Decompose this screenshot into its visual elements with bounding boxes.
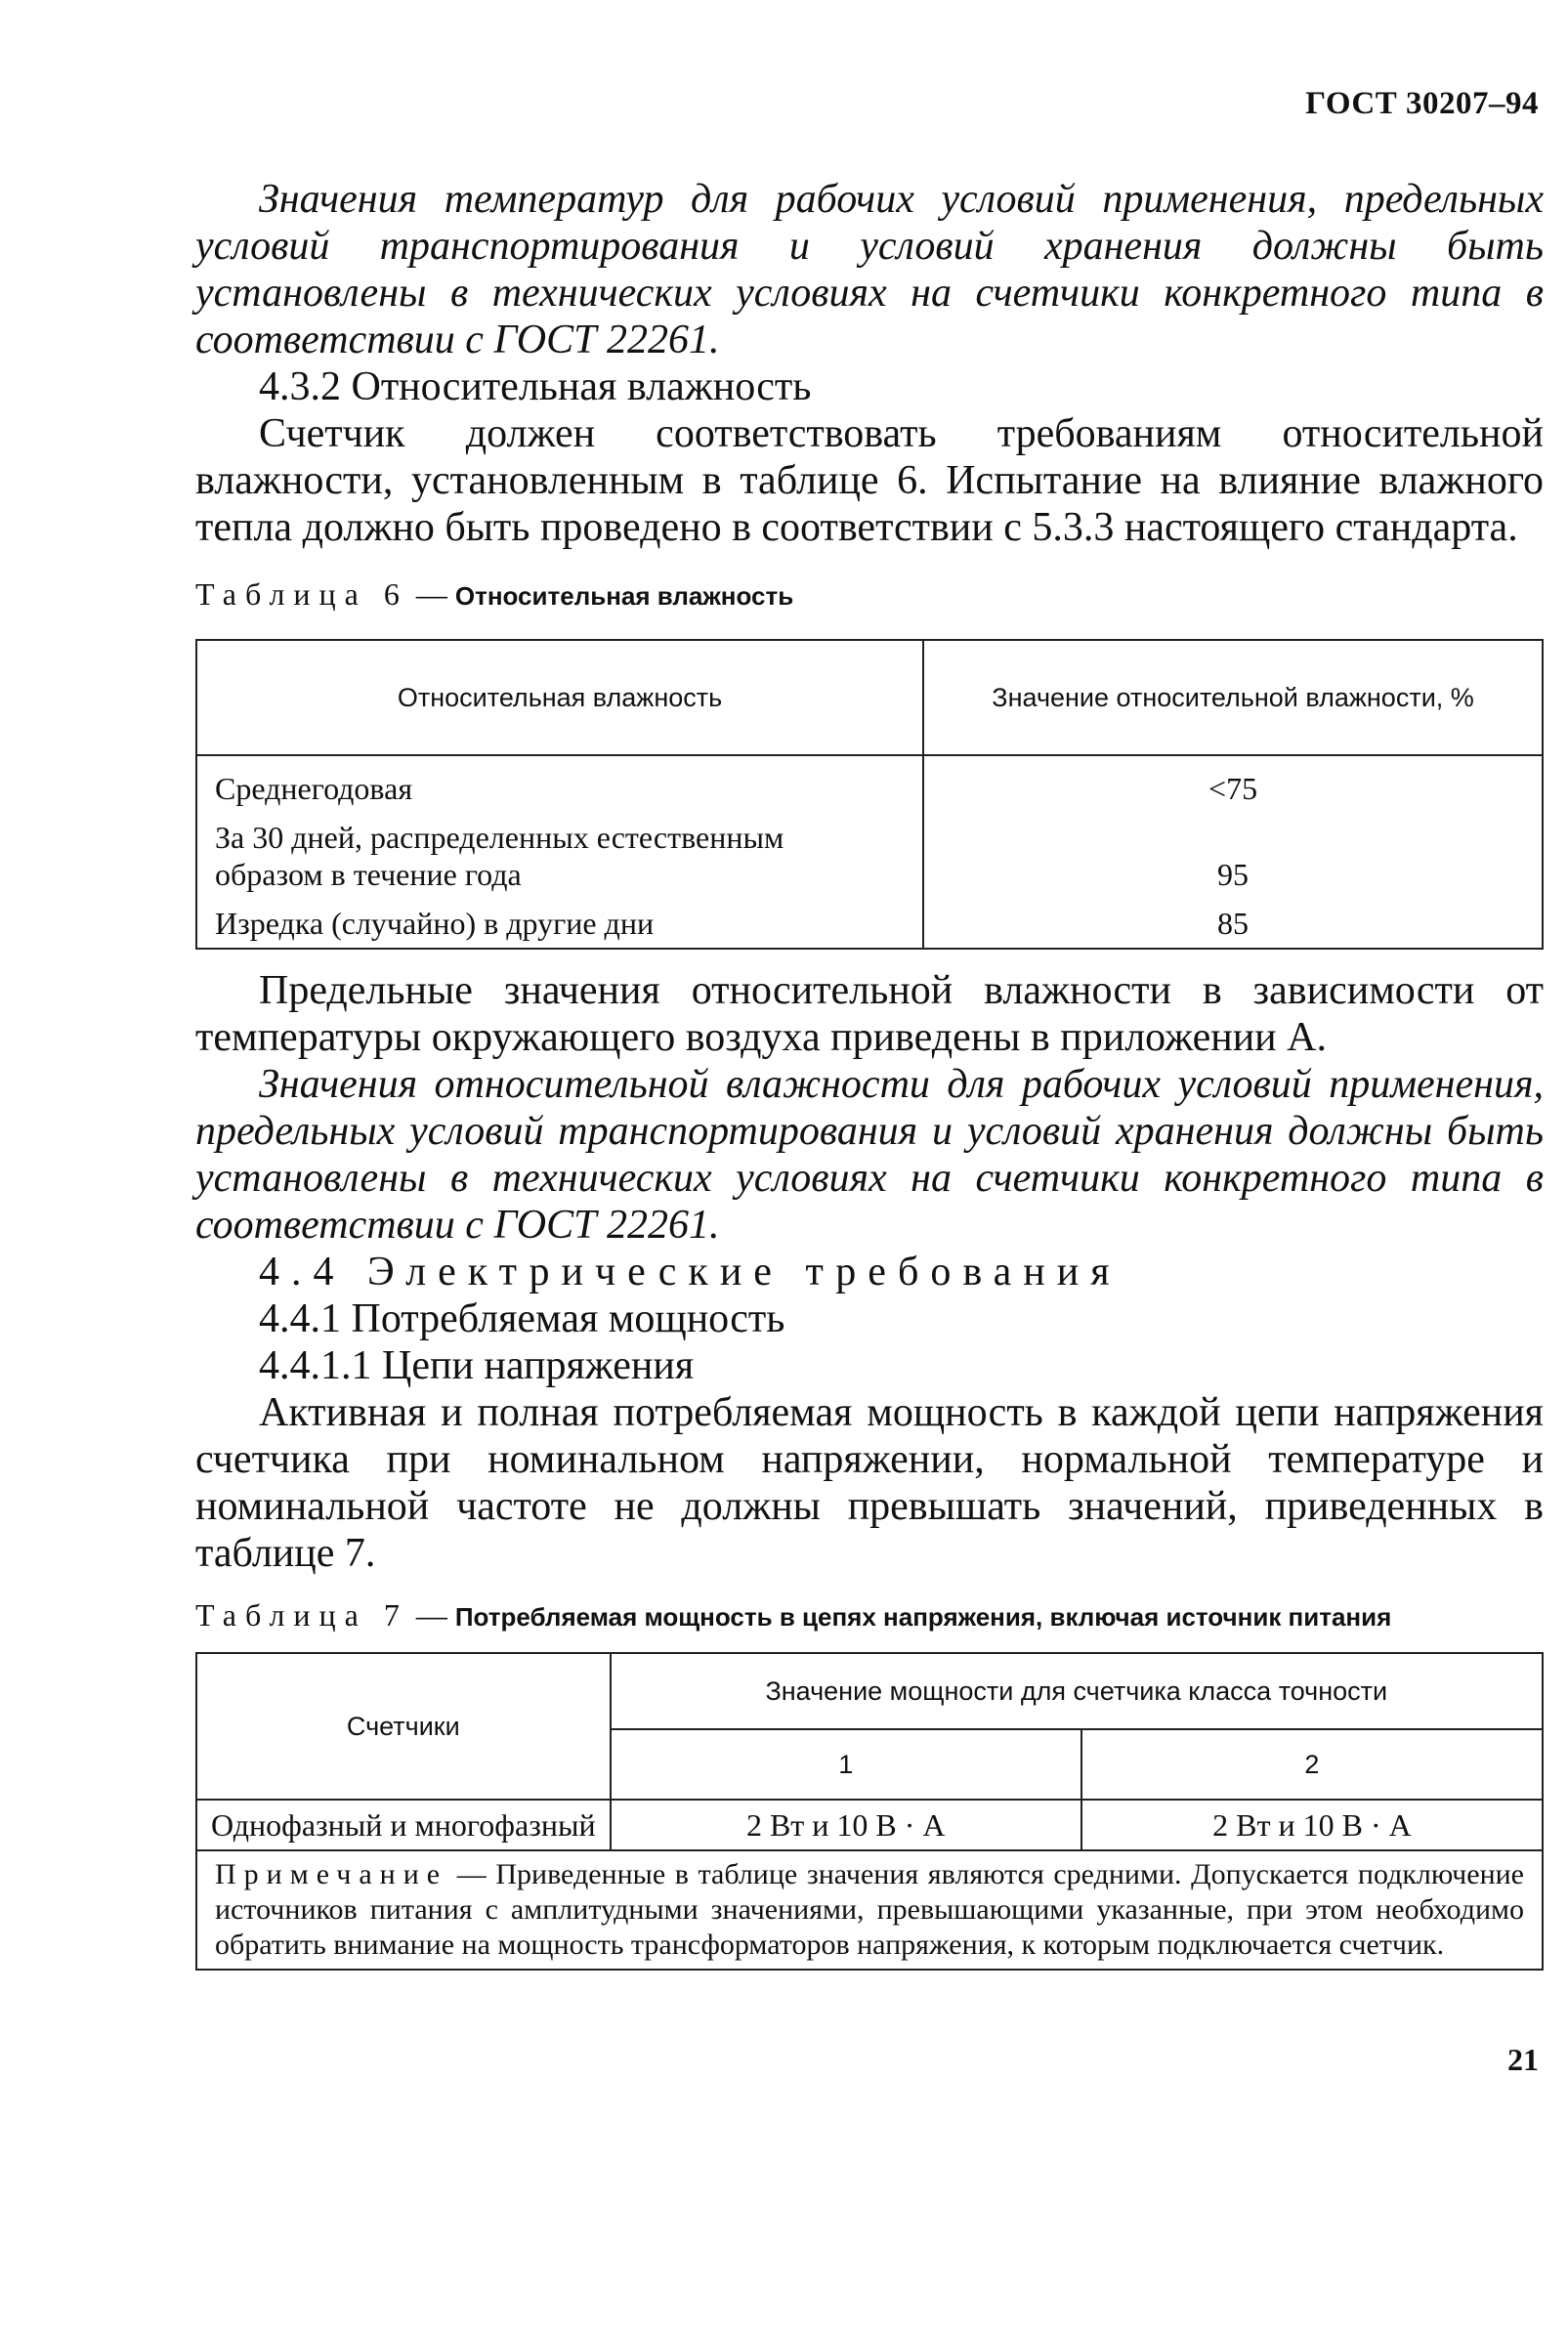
table6-row2-name: За 30 дней, распределенных естественным образом в течение года: [196, 813, 923, 899]
table6-block: [195, 576, 1544, 950]
intro-italic-paragraph: Значения температур для рабочих условий применения, предельных условий транспортирования и условий хранения должны быть установлены в технических условиях на счетчики конкретного типа в соответствии с ГОСТ 22261.: [195, 177, 1544, 362]
section-4-3-2-text: Счетчик должен соответствовать требованиям относительной влажности, установленным в таблице 6. Испытание на влияние влажного тепла должно быть проведено в соответствии с 5.3.3 настоящего стандарта.: [195, 411, 1544, 550]
table-row: [196, 899, 1543, 949]
table7-class2-header: 2: [1081, 1729, 1543, 1800]
table6-row2-value: 95: [923, 813, 1543, 899]
table7-header-row: [196, 1653, 1543, 1729]
section-block-middle: [195, 967, 1544, 1577]
table6-header-row: [196, 640, 1543, 755]
humidity-italic-paragraph: Значения относительной влажности для рабочих условий применения, предельных условий транспортирования и условий хранения должны быть установлены в технических условиях на счетчики конкретного типа в соответствии с ГОСТ 22261.: [195, 1062, 1544, 1248]
note-label: Примечание: [215, 1858, 448, 1890]
table6-caption: [195, 576, 1544, 614]
table7-caption: [195, 1597, 1544, 1634]
table7-block: [195, 1597, 1544, 1971]
section-4-3-2-heading: 4.3.2 Относительная влажность: [259, 364, 812, 409]
table7-col1-header: Счетчики: [196, 1653, 611, 1800]
table6-col1-header: Относительная влажность: [196, 640, 923, 755]
table6-label: Таблица 6: [195, 576, 408, 612]
humidity-limits-text: Предельные значения относительной влажности в зависимости от температуры окружающего воздуха приведены в приложении А.: [195, 968, 1544, 1060]
table7-title: Потребляемая мощность в цепях напряжения, включая источник питания: [454, 1602, 1392, 1632]
table7-note-row: [196, 1850, 1543, 1970]
table7-row-value2: 2 Вт и 10 В · А: [1081, 1800, 1543, 1850]
table6-col2-header: Значение относительной влажности, %: [923, 640, 1543, 755]
section-4-4-1-1-text: Активная и полная потребляемая мощность в каждой цепи напряжения счетчика при номинальном напряжении, нормальной температуре и номинальной частоте не должны превышать значений, приведенных в таблице 7.: [195, 1390, 1544, 1576]
table7-dash: —: [407, 1597, 455, 1633]
table7-row-name: Однофазный и многофазный: [196, 1800, 611, 1850]
table6-dash: —: [407, 576, 455, 612]
table6-row3-value: 85: [923, 899, 1543, 949]
table-row: [196, 1800, 1543, 1850]
document-code: ГОСТ 30207–94: [1305, 86, 1539, 121]
note-text: Приведенные в таблице значения являются средними. Допускается подключение источников питания с амплитудными значениями, превышающими указанные, при этом необходимо обратить внимание на мощность трансформаторов напряжения, к которым подключается счетчик.: [215, 1858, 1525, 1961]
note-dash: —: [447, 1858, 496, 1890]
table-row: [196, 755, 1543, 813]
table6-title: Относительная влажность: [454, 581, 794, 611]
section-4-4-1-1-heading: 4.4.1.1 Цепи напряжения: [259, 1343, 695, 1388]
table6: [195, 639, 1544, 950]
table6-row1-name: Среднегодовая: [196, 755, 923, 813]
table7-class1-header: 1: [611, 1729, 1081, 1800]
section-4-4-heading: 4.4 Электрические требования: [259, 1250, 1122, 1294]
section-4-4-1-heading: 4.4.1 Потребляемая мощность: [259, 1296, 785, 1341]
table7-row-value1: 2 Вт и 10 В · А: [611, 1800, 1081, 1850]
section-block-top: [195, 176, 1544, 551]
table7: [195, 1652, 1544, 1971]
table-row: [196, 813, 1543, 899]
table6-row1-value: <75: [923, 755, 1543, 813]
page-number: 21: [1507, 2042, 1539, 2077]
table7-group-header: Значение мощности для счетчика класса точности: [611, 1653, 1543, 1729]
table7-note: [196, 1850, 1543, 1970]
table6-row3-name: Изредка (случайно) в другие дни: [196, 899, 923, 949]
table7-label: Таблица 7: [195, 1597, 408, 1633]
